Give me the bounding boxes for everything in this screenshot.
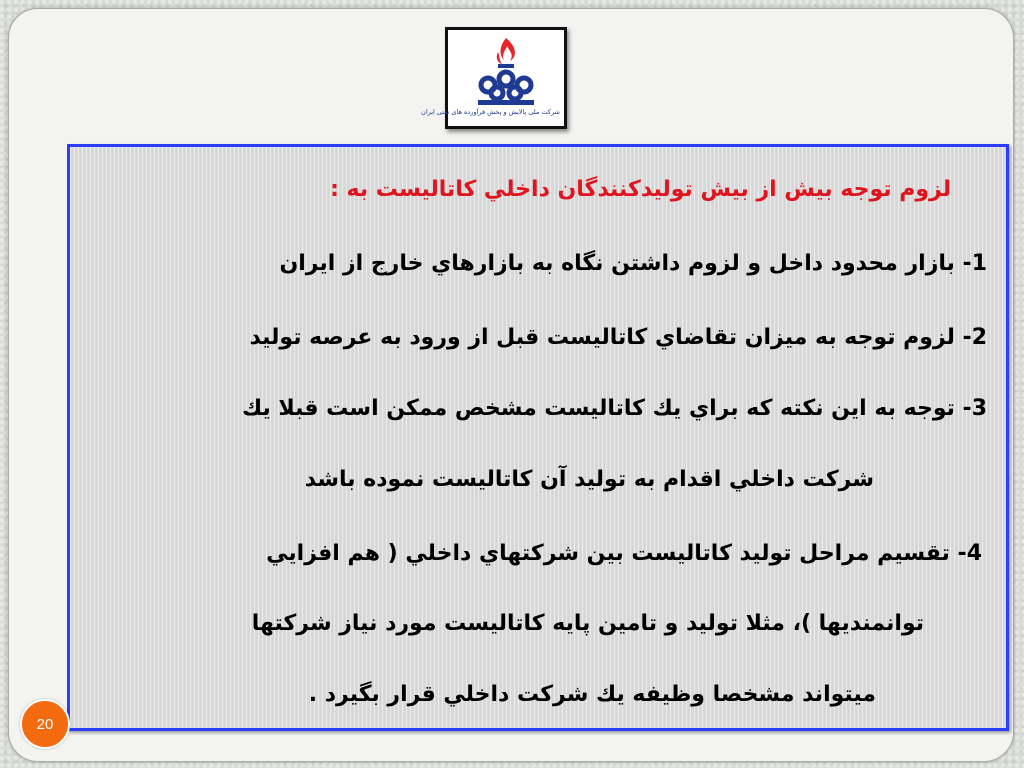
content-panel: [67, 144, 1009, 731]
logo-caption: شرکت ملی پالایش و پخش فرآورده های نفتی ایران: [421, 108, 560, 116]
bullet-line-4: 4- تقسيم مراحل توليد كاتاليست بين شركتهاي داخلي ( هم افزايي: [266, 541, 982, 566]
company-logo: [421, 27, 567, 129]
bullet-line-3-continued: شركت داخلي اقدام به توليد آن كاتاليست نموده باشد: [304, 467, 874, 492]
bullet-line-3: 3- توجه به اين نكته كه براي يك كاتاليست مشخص ممكن است قبلا يك: [241, 396, 987, 421]
bullet-line-4-end: ميتواند مشخصا وظيفه يك شركت داخلي قرار بگيرد .: [308, 682, 876, 707]
bullet-line-2: 2- لزوم توجه به ميزان تقاضاي كاتاليست قبل از ورود به عرصه توليد: [249, 325, 987, 350]
slide-title: لزوم توجه بيش از بيش توليدكنندگان داخلي كاتاليست به :: [330, 177, 951, 202]
bullet-line-4-continued: توانمنديها )، مثلا توليد و تامين پايه كاتاليست مورد نياز شركتها: [251, 611, 924, 636]
bullet-line-1: 1- بازار محدود داخل و لزوم داشتن نگاه به بازارهاي خارج از ايران: [279, 251, 987, 276]
page-number-badge: 20: [20, 699, 70, 749]
